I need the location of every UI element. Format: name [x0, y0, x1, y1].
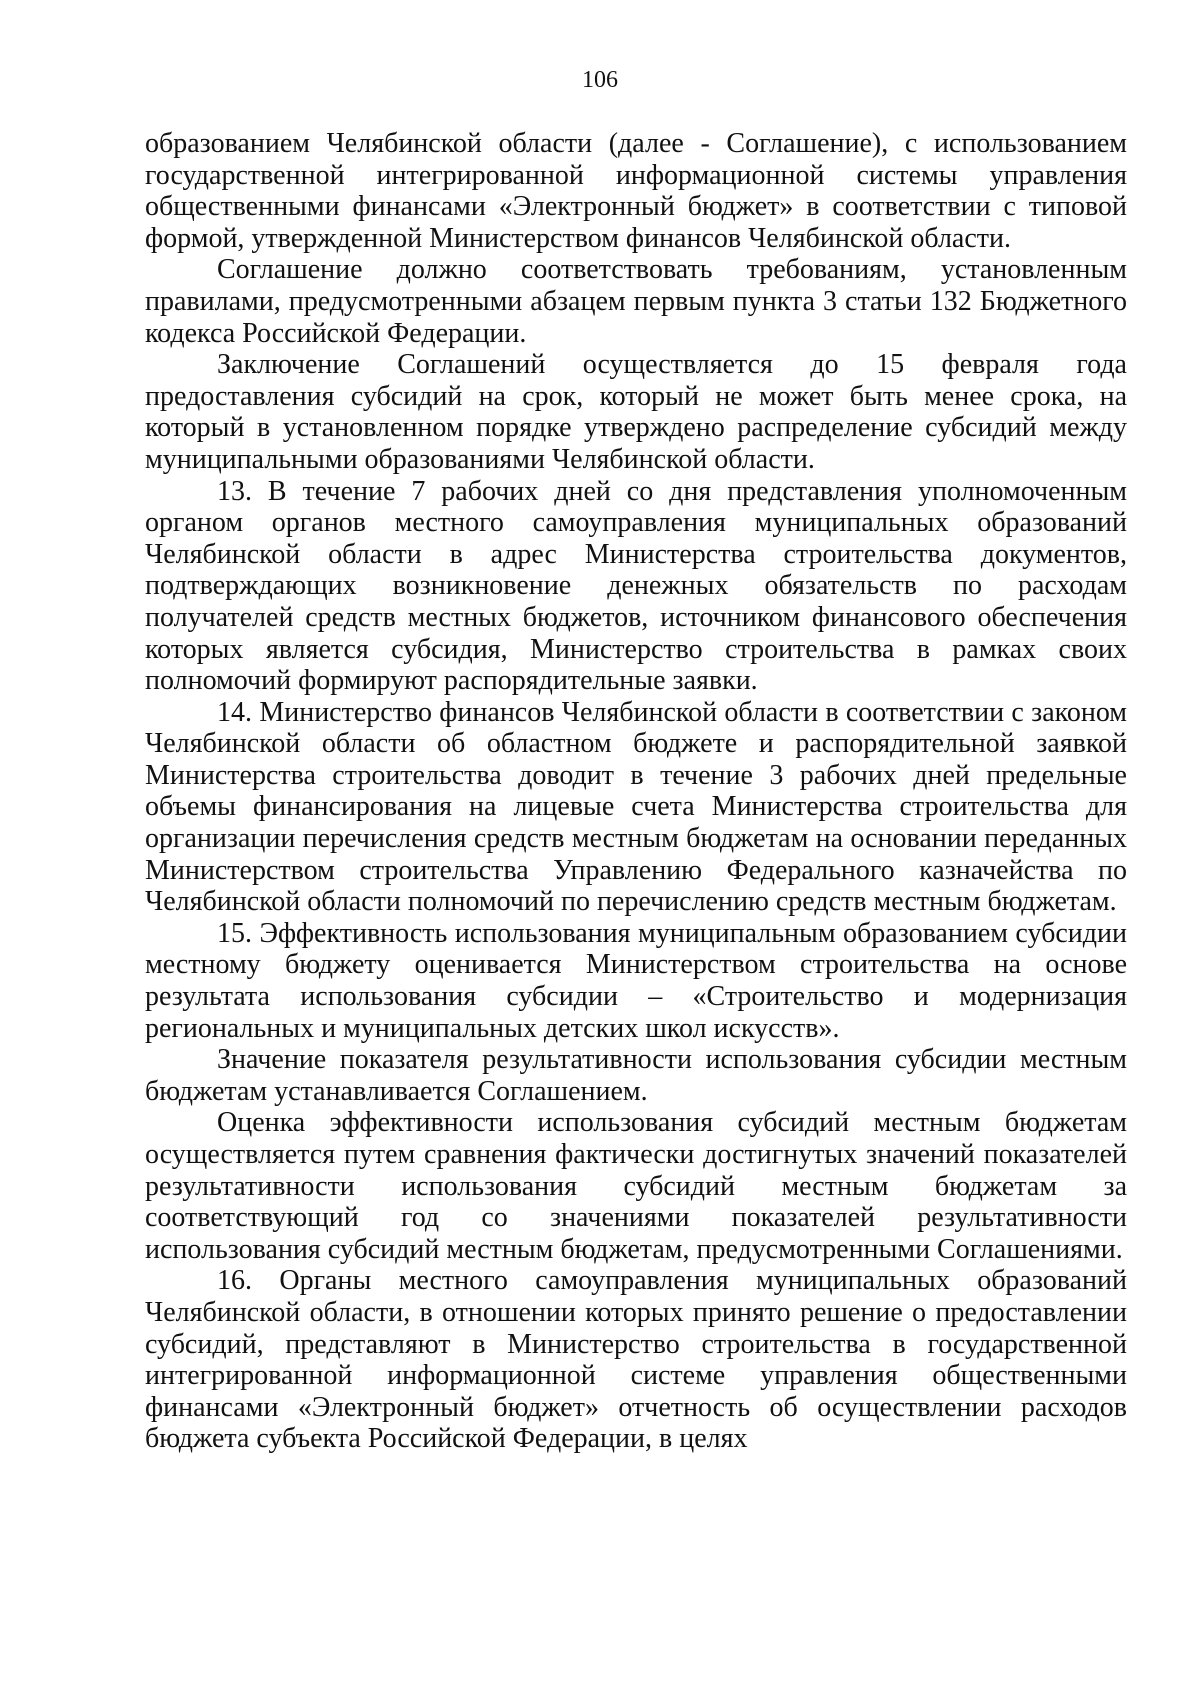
paragraph-efficiency-evaluation: Оценка эффективности использования субсидий местным бюджетам осуществляется путем сравнения фактически достигнутых значений показателей результативности использования субсидий местным бюджетам за соответствующий год со значениями показателей результативности использования субсидий местным бюджетам, предусмотренными Соглашениями.	[145, 1107, 1127, 1265]
paragraph-item-16: 16. Органы местного самоуправления муниципальных образований Челябинской области, в отношении которых принято решение о предоставлении субсидий, представляют в Министерство строительства в государственной интегрированной информационной системе управления общественными финансами «Электронный бюджет» отчетность об осуществлении расходов бюджета субъекта Российской Федерации, в целях	[145, 1265, 1127, 1455]
paragraph-indicator-value: Значение показателя результативности использования субсидии местным бюджетам устанавливается Соглашением.	[145, 1044, 1127, 1107]
paragraph-item-14: 14. Министерство финансов Челябинской области в соответствии с законом Челябинской области об областном бюджете и распорядительной заявкой Министерства строительства доводит в течение 3 рабочих дней предельные объемы финансирования на лицевые счета Министерства строительства для организации перечисления средств местным бюджетам на основании переданных Министерством строительства Управлению Федерального казначейства по Челябинской области полномочий по перечислению средств местным бюджетам.	[145, 696, 1127, 918]
paragraph-item-15: 15. Эффективность использования муниципальным образованием субсидии местному бюджету оценивается Министерством строительства на основе результата использования субсидии – «Строительство и модернизация региональных и муниципальных детских школ искусств».	[145, 917, 1127, 1044]
document-body	[145, 128, 1127, 1455]
paragraph-agreement-requirements: Соглашение должно соответствовать требованиям, установленным правилами, предусмотренными абзацем первым пункта 3 статьи 132 Бюджетного кодекса Российской Федерации.	[145, 254, 1127, 349]
paragraph-item-13: 13. В течение 7 рабочих дней со дня представления уполномоченным органом органов местного самоуправления муниципальных образований Челябинской области в адрес Министерства строительства документов, подтверждающих возникновение денежных обязательств по расходам получателей средств местных бюджетов, источником финансового обеспечения которых является субсидия, Министерство строительства в рамках своих полномочий формируют распорядительные заявки.	[145, 475, 1127, 697]
paragraph-agreement-form: образованием Челябинской области (далее - Соглашение), с использованием государственной интегрированной информационной системы управления общественными финансами «Электронный бюджет» в соответствии с типовой формой, утвержденной Министерством финансов Челябинской области.	[145, 128, 1127, 254]
paragraph-agreement-deadline: Заключение Соглашений осуществляется до 15 февраля года предоставления субсидий на срок, который не может быть менее срока, на который в установленном порядке утверждено распределение субсидий между муниципальными образованиями Челябинской области.	[145, 349, 1127, 475]
page-number: 106	[582, 67, 618, 93]
